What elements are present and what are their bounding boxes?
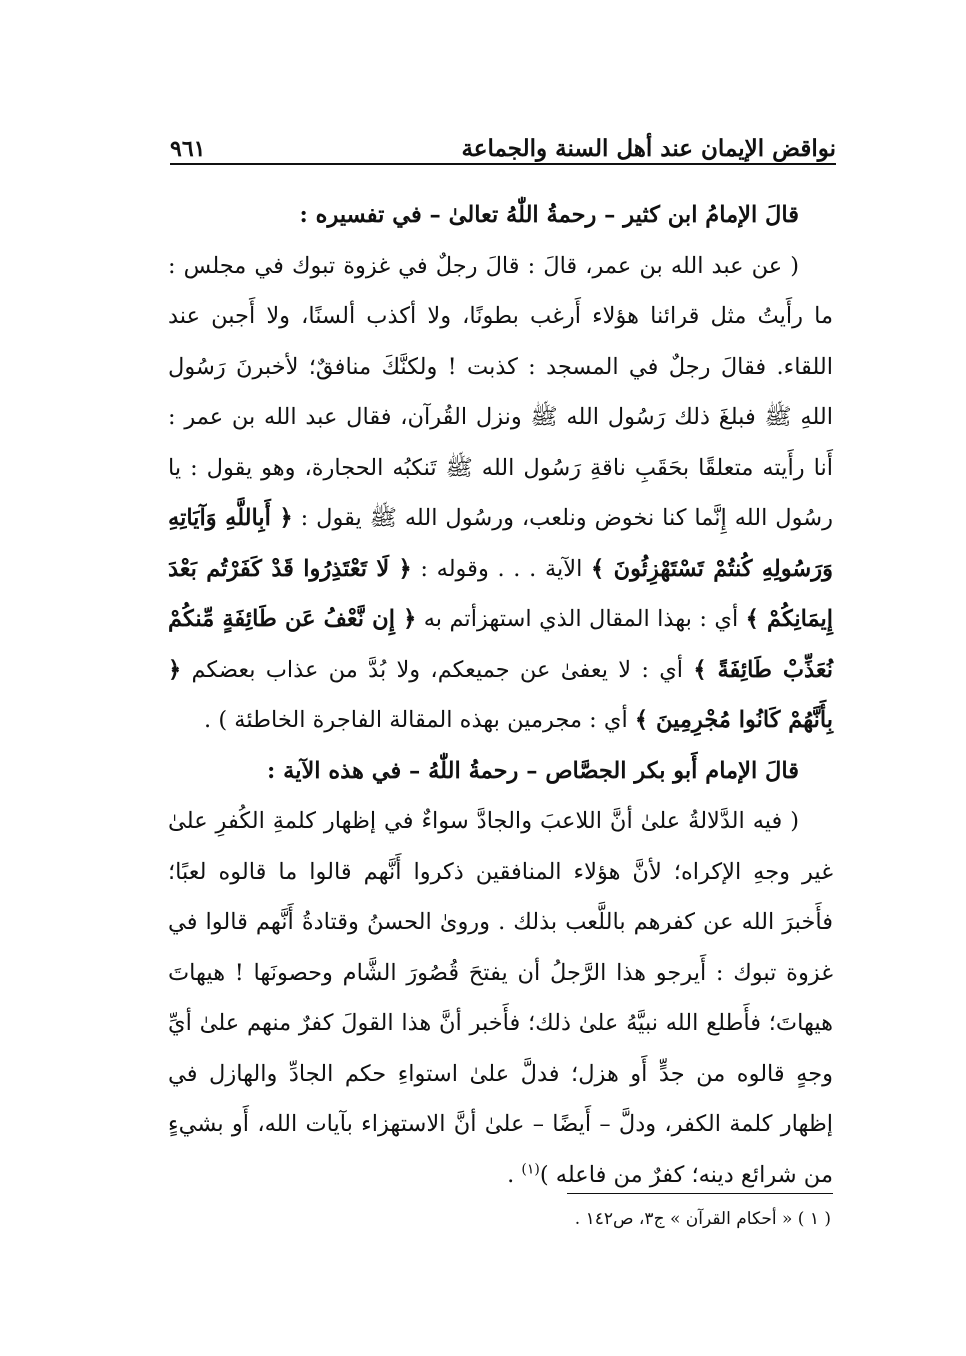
footnote-reference: (١) [521,1161,540,1177]
page-number: ٩٦١ [170,136,206,162]
quote-text: الآية . . . وقوله : [411,555,592,582]
quran-verse: ﴿ بِأَنَّهُمْ كَانُوا مُجْرِمِينَ ﴾ [168,656,833,733]
jassas-quote [168,796,833,1200]
quote-text: أي : مجرمين بهذه المقالة الفاجرة الخاطئة ) . [204,707,635,733]
quote-text: أي : لا يعفىٰ عن جميعكم، ولا بُدَّ من عذاب بعضكم [181,656,694,683]
quote-text: أي : بهذا المقال الذي استهزأتم به [416,606,746,632]
ibn-kathir-quote [168,241,833,746]
ibn-kathir-intro: قالَ الإمامُ ابن كثير – رحمةُ اللّٰهُ تعالىٰ – في تفسيره : [299,202,799,228]
quote-text: ( عن عبد الله بن عمر، قالَ : قالَ رجلٌ في غزوة تبوك في مجلس : ما رأَيتُ مثل قرائنا هؤلاء أَرغب بطونًا، ولا أكذب ألسنًا، ولا أَجبن عند اللقاء. فقالَ رجلٌ في المسجد : كذبت ! ولكنَّكَ منافقٌ؛ لأخبرنَ رَسُول اللهِ ﷺ فبلغَ ذلك رَسُول الله ﷺ ونزل القُرآن، فقال عبد الله بن عمر : أَنا رأَيته متعلقًا بحَقَبِ ناقةِ رَسُول الله ﷺ تَنكبُه الحجارة، وهو يقول : يا رسُول الله إِنَّما كنا نخوض ونلعب، ورسُول الله ﷺ يقول : [168,252,833,531]
quran-verse: ﴿ لَا تَعْتَذِرُوا قَدْ كَفَرْتُم بَعْدَ إِيمَانِكُمْ ﴾ [168,555,834,632]
running-header [170,118,836,160]
footnote: ( ١ ) « أحكام القرآن » ج٣، ص١٤٢ . [574,1209,831,1229]
footnote-divider [567,1193,833,1194]
quote-end: . [507,1161,522,1188]
jassas-intro: قالَ الإمام أَبو بكر الجصَّاص – رحمةُ اللّٰهُ – في هذه الآية : [267,757,799,784]
running-title: نواقض الإيمان عند أهل السنة والجماعة [461,135,836,162]
quran-verse: ﴿ أَبِاللَّهِ وَآيَاتِهِ وَرَسُولِهِ كُنتُمْ تَسْتَهْزِئُونَ ﴾ [168,505,833,582]
main-text [168,190,833,1200]
quote-text: ( فيه الدَّلالةُ علىٰ أنَّ اللاعبَ والجادَّ سواءٌ في إظهار كلمةِ الكُفرِ علىٰ غير وجهِ الإكراه؛ لأنَّ هؤلاء المنافقين ذكروا أَنَّهم قالوا ما قالوه لعبًا؛ فأَخبرَ الله عن كفرهم باللَّعب بذلك . وروىٰ الحسنُ وقتادةُ أَنَّهم قالوا في غزوة تبوك : أَيرجو هذا الرَّجلُ أن يفتحَ قُصُورَ الشَّام وحصونَها ! هيهاتَ هيهاتَ؛ فأَطلع الله نبيَّهُ علىٰ ذلك؛ فأَخبر أنَّ هذا القولَ كفرٌ منهم علىٰ أيِّ وجهٍ قالوه من جدٍّ أَو هزل؛ فدلَّ علىٰ استواءِ حكم الجادِّ والهازل في إظهار كلمة الكفر، ودلَّ – أَيضًا – علىٰ أنَّ الاستهزاء بآيات الله، أَو بشيءٍ من شرائع دينه؛ كفرٌ من فاعله ) [168,808,833,1188]
header-divider [170,163,836,165]
quran-verse: ﴿ إِن نَّعْفُ عَن طَائِفَةٍ مِّنكُمْ نُعَذِّبْ طَائِفَةً ﴾ [168,606,833,683]
